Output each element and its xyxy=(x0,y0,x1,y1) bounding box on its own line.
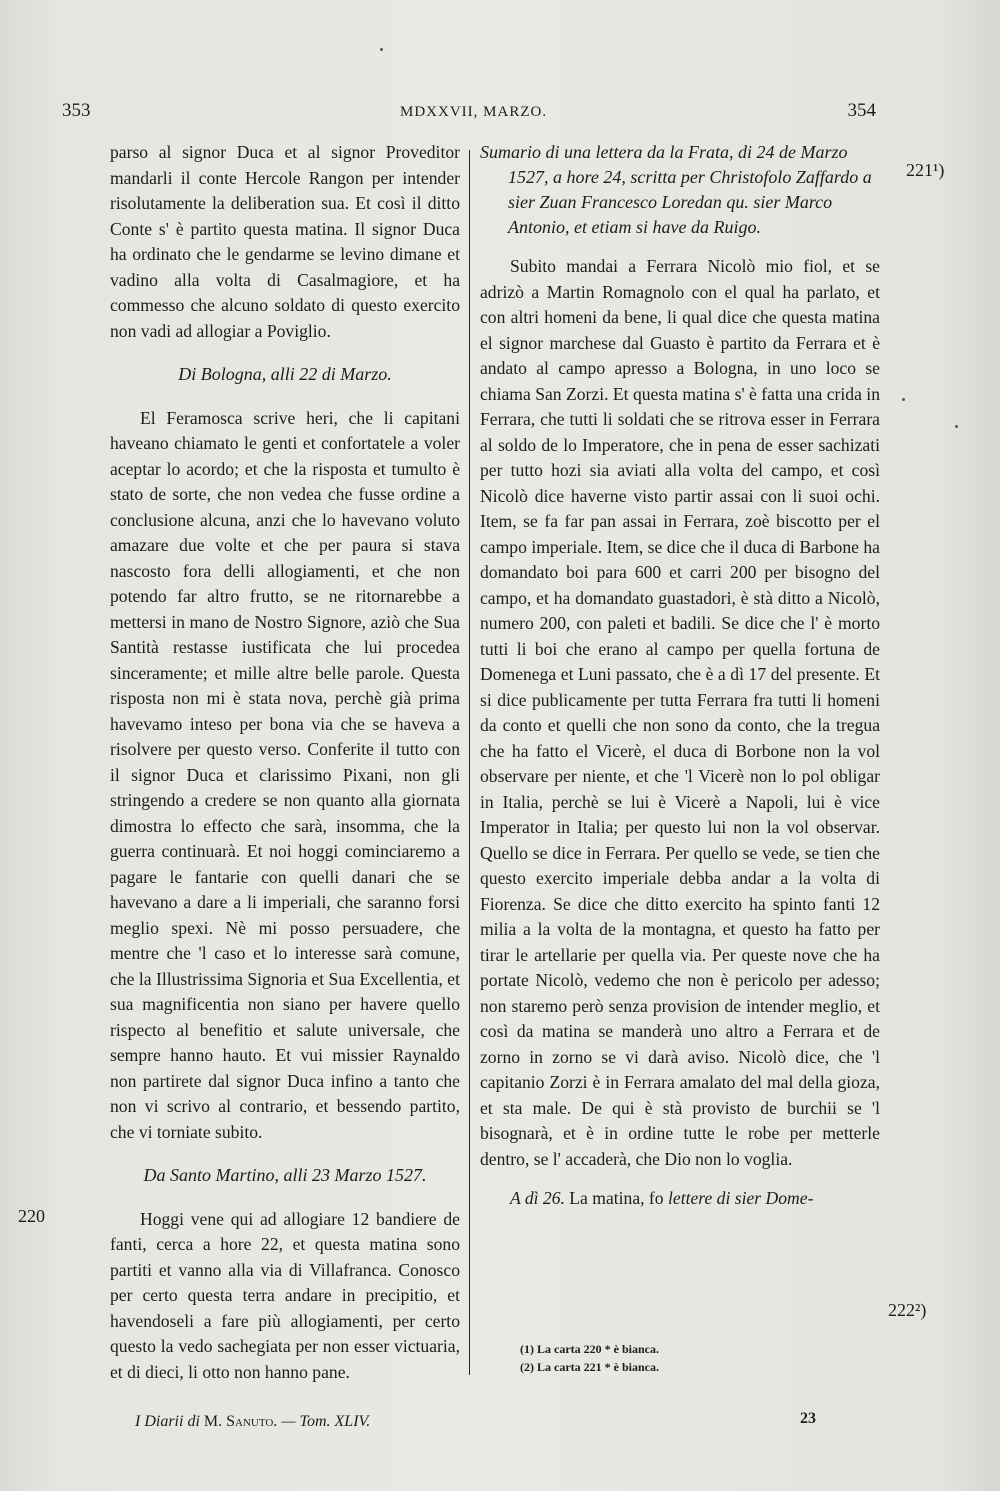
margin-number-right-top: 221¹) xyxy=(906,160,945,180)
continuation-paragraph: parso al signor Duca et al signor Proveditor mandarli il conte Hercole Rangon per intender risolutamente la deliberation sua. Et così il ditto Conte s' è partito questa matina. Il signor Duca ha ordinato che le gendarme se levino dimane et vadino alla volta di Casalmagiore, et ha commesso che alcuno soldato di questo exercito non vadi ad allogiar a Poviglio. xyxy=(110,142,460,341)
footer-author: M. Sanuto. xyxy=(203,1413,278,1430)
running-title: MDXXVII, MARZO. xyxy=(400,104,548,120)
closing-line xyxy=(480,1186,880,1212)
margin-number-left: 220 xyxy=(18,1206,45,1226)
column-divider xyxy=(469,150,470,1375)
closing-text: La matina, fo xyxy=(564,1188,668,1208)
signature-mark: 23 xyxy=(800,1410,816,1427)
letter-paragraph-santo-martino: Hoggi vene qui ad allogiare 12 bandiere de fanti, cerca a hore 22, et questa matina sono partiti et vanno alla via di Villafranca. Conosco per certo questa terra andare in precipitio, et havendoseli a fare più allogiamenti, per certo questo la vedo sachegiata per non esser victuaria, et di dieci, li otto non hanno pane. xyxy=(110,1208,460,1382)
closing-italic-text: lettere di sier Dome- xyxy=(668,1188,814,1208)
footer-tome: — Tom. XLIV. xyxy=(277,1413,371,1430)
letter-paragraph-frata: Subito mandai a Ferrara Nicolò mio fiol, et se adrizò a Martin Romagnolo con el qual ha parlato, et con altri homeni da bene, li qual dice che questa matina el signor marchese dal Guasto è partito da Ferrara et è andato al campo apresso a Bologna, in uno loco se chiama San Zorzi. Et questa matina s' è fatta una crida in Ferrara, che tutti li soldati che se ritrova esser in Ferrara al soldo de lo Imperatore, che in pena de esser sachizati per tutto hozi sia aviati alla volta del campo, et così Nicolò dice haverne visto partir assai con li suoi ochi. Item, se fa far pan assai in Ferrara, zoè biscotto per el campo imperiale. Item, se dice che il duca di Barbone ha domandato boi para 600 et carri 200 per bisogno del campo, et ha domandato guastadori, è stà ditto a Nicolò, numero 200, con paleti et badili. Se dice che l' è morto tutti li boi che erano al campo per quella fortuna de Domenega et Luni passato, che è a dì 17 del presente. Et si dice publicamente per tutta Ferrara fra tutti li homeni da conto et quelli che non sono da conto, che la tregua che ha fatto el Vicerè, el duca di Borbone non la vol observare per niente, et che 'l Vicerè non lo pol obligar in Italia, perchè se lui è Vicerè a Napoli, lui è vice Imperator in Italia; per questo lui non la vol observar. Quello se dice in Ferrara. Per quello se vede, se tien che questo exercito imperiale debba andar a la volta di Fiorenza. Se dice che ditto exercito ha spinto fanti 12 milia a la volta de la montagna, et questo ha fatto per tirar le artellarie per quella via. Per queste nove che ha portate Nicolò, vedemo che non è pericolo per adesso; non staremo però senza provision de intender meglio, et così da matina se manderà uno altro a Ferrara et de zorno in zorno se vi darà aviso. Nicolò dice, che 'l capitanio Zorzi è in Ferrara amalato del mal della gioza, et sta male. De qui è stà provisto de burchii se 'l bisognarà, et è in ordine tutte le robe per metterle dentro, se l' accaderà, che Dio non lo voglia. xyxy=(480,256,880,1169)
footnotes xyxy=(520,1340,659,1376)
right-column xyxy=(480,140,880,1212)
left-page-number: 353 xyxy=(62,100,91,121)
closing-date: A dì 26. xyxy=(510,1188,565,1208)
footnote-1: (1) La carta 220 * è bianca. xyxy=(520,1342,659,1356)
paper-speck xyxy=(955,425,958,428)
section-heading-bologna: Di Bologna, alli 22 di Marzo. xyxy=(178,364,392,384)
footnote-2: (2) La carta 221 * è bianca. xyxy=(520,1360,659,1374)
letter-paragraph-bologna: El Feramosca scrive heri, che li capitani haveano chiamato le genti et confortatele a voler aceptar lo acordo; et che la risposta et tumulto è stato de sorte, che non vedea che fusse ordine a conclusione alcuna, anzi che lo havevano voluto amazare due volte et che per paura si stava nascosto fora delli allogiamenti, et che non potendo far altro frutto, se ne ritornarebbe a mettersi in mano de Nostro Signore, aziò che Sua Santità restasse iustificata che lui procedea sinceramente; et mille altre belle parole. Questa risposta non mi è stata nova, perchè già prima havevamo inteso per bona via che se haveva a risolvere per questo verso. Conferite il tutto con il signor Duca et clarissimo Pixani, non gli stringendo a credere se non quanto alla giornata dimostra lo effecto che sarà, insomma, che la guerra continuarà. Et noi hoggi cominciaremo a pagare le fantarie con quelli danari che se havevano a dare a li imperiali, che saranno forsi meglio spexi. Nè mi posso persuadere, che mentre che 'l caso et lo interesse sarà comune, che la Illustrissima Signoria et Sua Excellentia, et sua magnificentia non siano per havere quello rispecto al benefitio et salute universale, che sempre hanno hauto. Et vui missier Raynaldo non partirete dal signor Duca infino a tanto che non vi scrivo al contrario, et bessendo partito, che vi torniate subito. xyxy=(110,407,460,1142)
right-page-number: 354 xyxy=(847,100,876,121)
paper-speck xyxy=(902,398,905,401)
paper-speck xyxy=(380,48,383,51)
left-column xyxy=(110,140,460,1385)
summary-heading: Sumario di una lettera da la Frata, di 24 de Marzo 1527, a hore 24, scritta per Christofolo Zaffardo a sier Zuan Francesco Loredan qu. sier Marco Antonio, et etiam si have da Ruigo. xyxy=(480,142,872,237)
margin-number-right-bottom: 222²) xyxy=(888,1300,927,1320)
footer-series: I Diarii di xyxy=(135,1413,200,1430)
section-heading-santo-martino: Da Santo Martino, alli 23 Marzo 1527. xyxy=(143,1165,427,1185)
footer-imprint xyxy=(135,1413,370,1431)
